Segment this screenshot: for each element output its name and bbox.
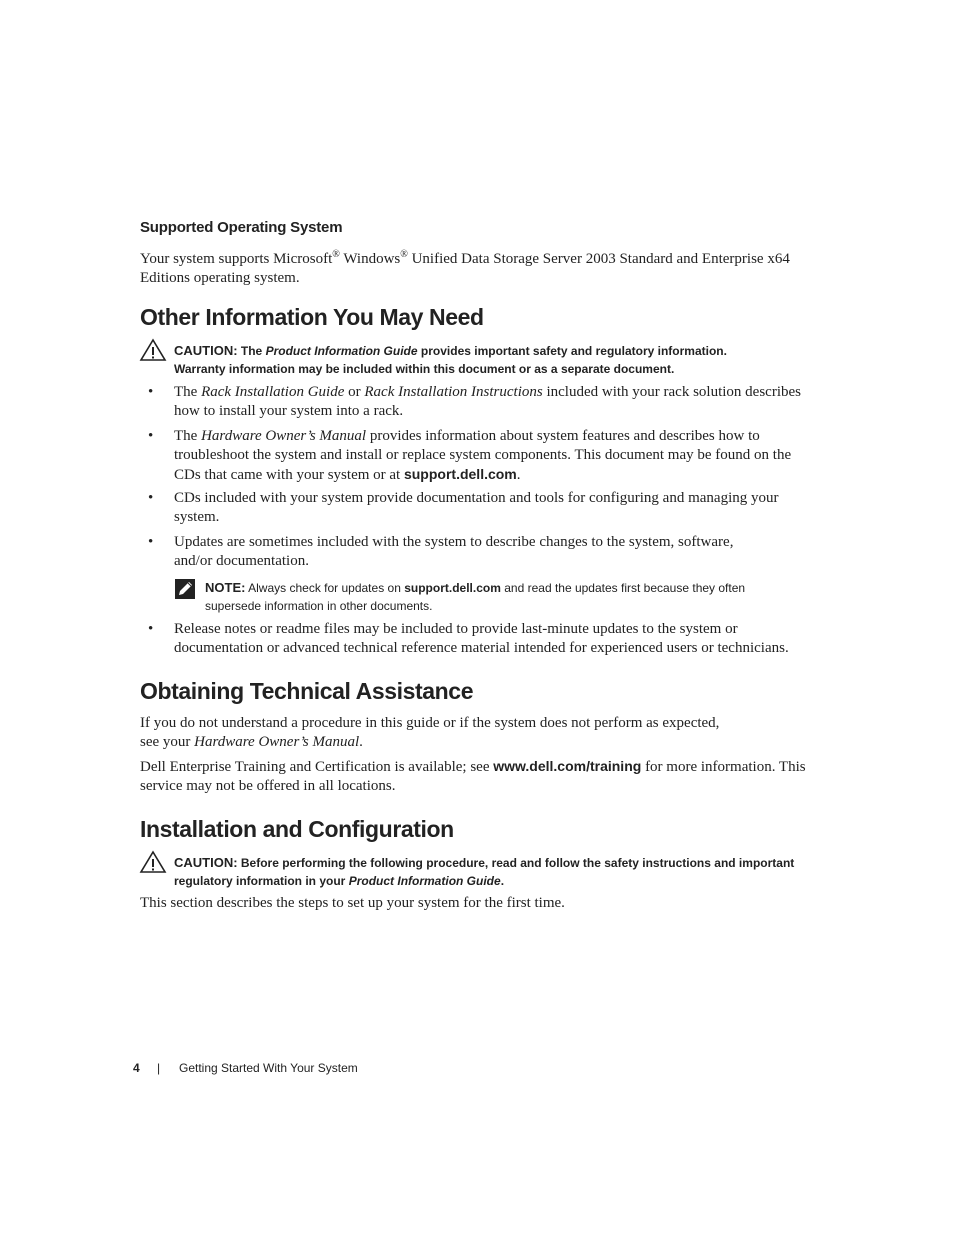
section-heading-other-info: Other Information You May Need bbox=[140, 304, 484, 330]
section-heading-installation: Installation and Configuration bbox=[140, 816, 454, 842]
training-link[interactable]: www.dell.com/training bbox=[493, 758, 642, 774]
installation-paragraph: This section describes the steps to set up your system for the first time. bbox=[140, 895, 565, 911]
note-icon bbox=[174, 578, 196, 600]
support-link[interactable]: support.dell.com bbox=[403, 466, 517, 482]
caution-product-info: CAUTION: The Product Information Guide provides important safety and regulatory information. Warranty information may be included within this document or as a separate document. bbox=[174, 343, 727, 376]
section-heading-tech-assist: Obtaining Technical Assistance bbox=[140, 678, 474, 704]
tech-assist-paragraph-2: Dell Enterprise Training and Certification is available; see www.dell.com/training for more information. This service may not be offered in all locations. bbox=[140, 758, 806, 794]
footer-separator: | bbox=[157, 1061, 161, 1075]
registered-mark: ® bbox=[332, 249, 340, 260]
note-check-updates: NOTE: Always check for updates on support.dell.com and read the updates first because they often supersede information in other documents. bbox=[205, 580, 746, 613]
caution-icon bbox=[139, 850, 167, 874]
page-number: 4 bbox=[133, 1061, 140, 1075]
footer-title: Getting Started With Your System bbox=[179, 1061, 358, 1075]
caution-safety-instructions: CAUTION: Before performing the following procedure, read and follow the safety instructions and important regulatory information in your Product Information Guide. bbox=[174, 855, 795, 888]
section-heading-supported-os: Supported Operating System bbox=[140, 219, 343, 236]
tech-assist-paragraph-1: If you do not understand a procedure in this guide or if the system does not perform as expected, see your Hardware Owner’s Manual. bbox=[140, 715, 720, 750]
support-link[interactable]: support.dell.com bbox=[404, 581, 501, 595]
supported-os-paragraph: Your system supports Microsoft® Windows® Unified Data Storage Server 2003 Standard and Enterprise x64 Editions operating system. bbox=[140, 249, 790, 286]
caution-icon bbox=[139, 338, 167, 362]
registered-mark: ® bbox=[400, 249, 408, 260]
